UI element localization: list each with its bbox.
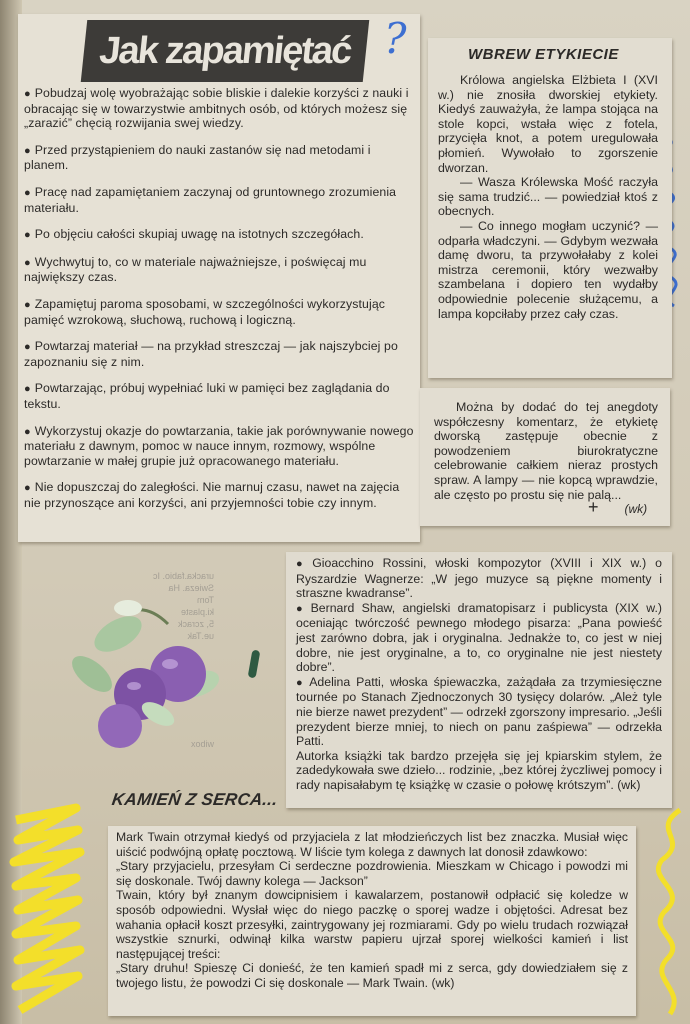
etiquette-comment: Można by dodać do tej anegdoty współczesny komentarz, że etykietę dworską zastępuje obecnie z powodzeniem biurokratyczne celebrowanie całkiem nieraz prostych spraw. A lampy — nie kopcą wprawdzie, ale często po prostu się nie palą... bbox=[434, 400, 658, 502]
anecdote-item: ● Adelina Patti, włoska śpiewaczka, zażądała za trzymiesięczne tournée po Stanach Zjednoczonych 30 tysięcy dolarów. „Ależ tyle nie bierze nawet prezydent” — odrzekł zgorszony impresario. „Jeśli prezydent bierze mniej, to niech on panu zaśpiewa” — odrzekła Patti. bbox=[296, 675, 662, 749]
etiquette-paragraph: — Wasza Królewska Mość raczyła się sama trudzić... — powiedział ktoś z obecnych. bbox=[438, 175, 658, 219]
anecdote-item: ● Gioacchino Rossini, włoski kompozytor (XVIII i XIX w.) o Ryszardzie Wagnerze: „W jego muzyce są piękne momenty i straszne kwadranse”. bbox=[296, 556, 662, 601]
twain-body bbox=[108, 826, 636, 991]
bleed-line: 5, zcrack bbox=[177, 619, 214, 629]
etiquette-footer bbox=[588, 497, 647, 518]
etiquette-body bbox=[428, 63, 672, 321]
yellow-scribble-right-drawing bbox=[650, 800, 690, 1020]
author-signature: (wk) bbox=[624, 502, 648, 516]
twain-paragraph: Mark Twain otrzymał kiedyś od przyjaciela z lat młodzieńczych list bez znaczka. Musiał więc uiścić podwójną opłatę pocztową. W liście tym kolega z dawnych lat donosił zdawkowo: bbox=[116, 830, 628, 859]
cross-mark: + bbox=[588, 497, 599, 517]
tip-item: ● Wykorzystuj okazje do powtarzania, takie jak porównywanie nowego materiału z dawnym, pomoc w nauce innym, rozmowy, wspólne powtarzanie w małej grupie już opracowanego materiału. bbox=[24, 424, 414, 469]
etiquette-title: WBREW ETYKIECIE bbox=[468, 46, 619, 63]
bleed-line: Tom bbox=[196, 595, 214, 605]
plum-sticker-image bbox=[58, 564, 228, 754]
anecdotes-body bbox=[286, 552, 672, 793]
tip-item: ● Pracę nad zapamiętaniem zaczynaj od gruntownego zrozumienia materiału. bbox=[24, 185, 414, 215]
handwritten-question-mark: ? bbox=[384, 14, 407, 63]
twain-paragraph: Twain, który był znanym dowcipnisiem i kawalarzem, postanowił odpłacić się koledze w sposób odpowiedni. Wysłał więc do niego paczkę o sporej wadze i objętości. Adresat bez wahania opłacił koszt przesyłki, zaintrygowany jej rozmiarami. Gdy po wielu trudach rozwiązał wszystkie sznurki, odwinął kilka warstw papieru ujrzał sporej wielkości kamień i list następującej treści: bbox=[116, 888, 628, 961]
bleed-line: ue.Tak bbox=[187, 631, 214, 641]
etiquette-paragraph: Królowa angielska Elżbieta I (XVI w.) nie znosiła dworskiej etykiety. Kiedyś zauważyła, że lampa stojąca na stole kopci, wstała więc z fotela, przycięła knot, a potem uregulowała płomień. Wywołało to zgorszenie dworzan. bbox=[438, 73, 658, 175]
tip-item: ● Po objęciu całości skupiaj uwagę na istotnych szczegółach. bbox=[24, 227, 414, 243]
memory-tips-clipping bbox=[18, 14, 420, 542]
etiquette-clipping bbox=[428, 38, 672, 378]
twain-title: KAMIEŃ Z SERCA... bbox=[110, 790, 280, 809]
twain-paragraph: „Stary przyjacielu, przesyłam Ci serdeczne pozdrowienia. Mieszkam w Chicago i powodzi mi się doskonale. Twój dawny kolega — Jackson” bbox=[116, 859, 628, 888]
article-title: Jak zapamiętać bbox=[81, 20, 370, 82]
bleed-line: Swieza. Ha bbox=[168, 583, 214, 593]
tip-item: ● Nie dopuszczaj do zaległości. Nie marnuj czasu, nawet na zajęcia nie przynoszące ani korzyści, ani przyjemności tobie czy innym. bbox=[24, 480, 414, 510]
yellow-scribble-drawing bbox=[6, 800, 86, 1020]
etiquette-paragraph: — Co innego mogłam uczynić? — odparła władczyni. — Gdybym wezwała damę dworu, ta przywołałaby z kolei mistrza ceremonii, który wezwałby szambelana i dopiero ten wydałby odpowiednie polecenie służącemu, a lampa kopciłaby przez cały czas. bbox=[438, 218, 658, 321]
tip-item: ● Zapamiętuj paroma sposobami, w szczególności wykorzystując pamięć wzrokową, słuchową, ruchową i logiczną. bbox=[24, 297, 414, 327]
green-ink-mark bbox=[248, 650, 261, 679]
tip-item: ● Pobudzaj wolę wyobrażając sobie bliskie i dalekie korzyści z nauki i obracając się w towarzystwie ambitnych osób, od których możesz się „zarazić” chęcią rozwijania swej wiedzy. bbox=[24, 86, 414, 131]
tips-list bbox=[24, 86, 414, 522]
tip-item: ● Przed przystąpieniem do nauki zastanów się nad metodami i planem. bbox=[24, 143, 414, 173]
tip-item: ● Powtarzaj materiał — na przykład streszczaj — jak najszybciej po zapoznaniu się z nim. bbox=[24, 339, 414, 369]
bleed-line: uracka.fabio. Ic bbox=[152, 571, 214, 581]
tip-item: ● Wychwytuj to, co w materiale najważniejsze, i poświęcaj mu największy czas. bbox=[24, 255, 414, 285]
tip-item: ● Powtarzając, próbuj wypełniać luki w pamięci bez zaglądania do tekstu. bbox=[24, 381, 414, 411]
twain-clipping bbox=[108, 826, 636, 1016]
etiquette-comment-clipping bbox=[420, 388, 670, 526]
anecdotes-footer: Autorka książki tak bardzo przejęła się jej kpiarskim stylem, że zadedykowała swe dzieło... rodzinie, „bez której życzliwej pomocy i rady napisałabym tę książkę w czasie o połowę krótszym”. (wk) bbox=[296, 748, 662, 792]
bleed-line: ki.plaste bbox=[180, 607, 214, 617]
anecdote-item: ● Bernard Shaw, angielski dramatopisarz i publicysta (XIX w.) oceniając twórczość pewnego młodego pisarza: „Pana powieść jest zarówno dobra, jak i oryginalna. Jednakże to, co jest w niej dobre, nie jest oryginalne, a to, co oryginalne nie jest niestety dobre”. bbox=[296, 601, 662, 675]
anecdotes-clipping bbox=[286, 552, 672, 808]
bleed-line: wibox bbox=[190, 739, 214, 749]
twain-paragraph: „Stary druhu! Spieszę Ci donieść, że ten kamień spadł mi z serca, gdy dowiedziałem się z twojego listu, że powodzi Ci się doskonale — Mark Twain. (wk) bbox=[116, 961, 628, 990]
